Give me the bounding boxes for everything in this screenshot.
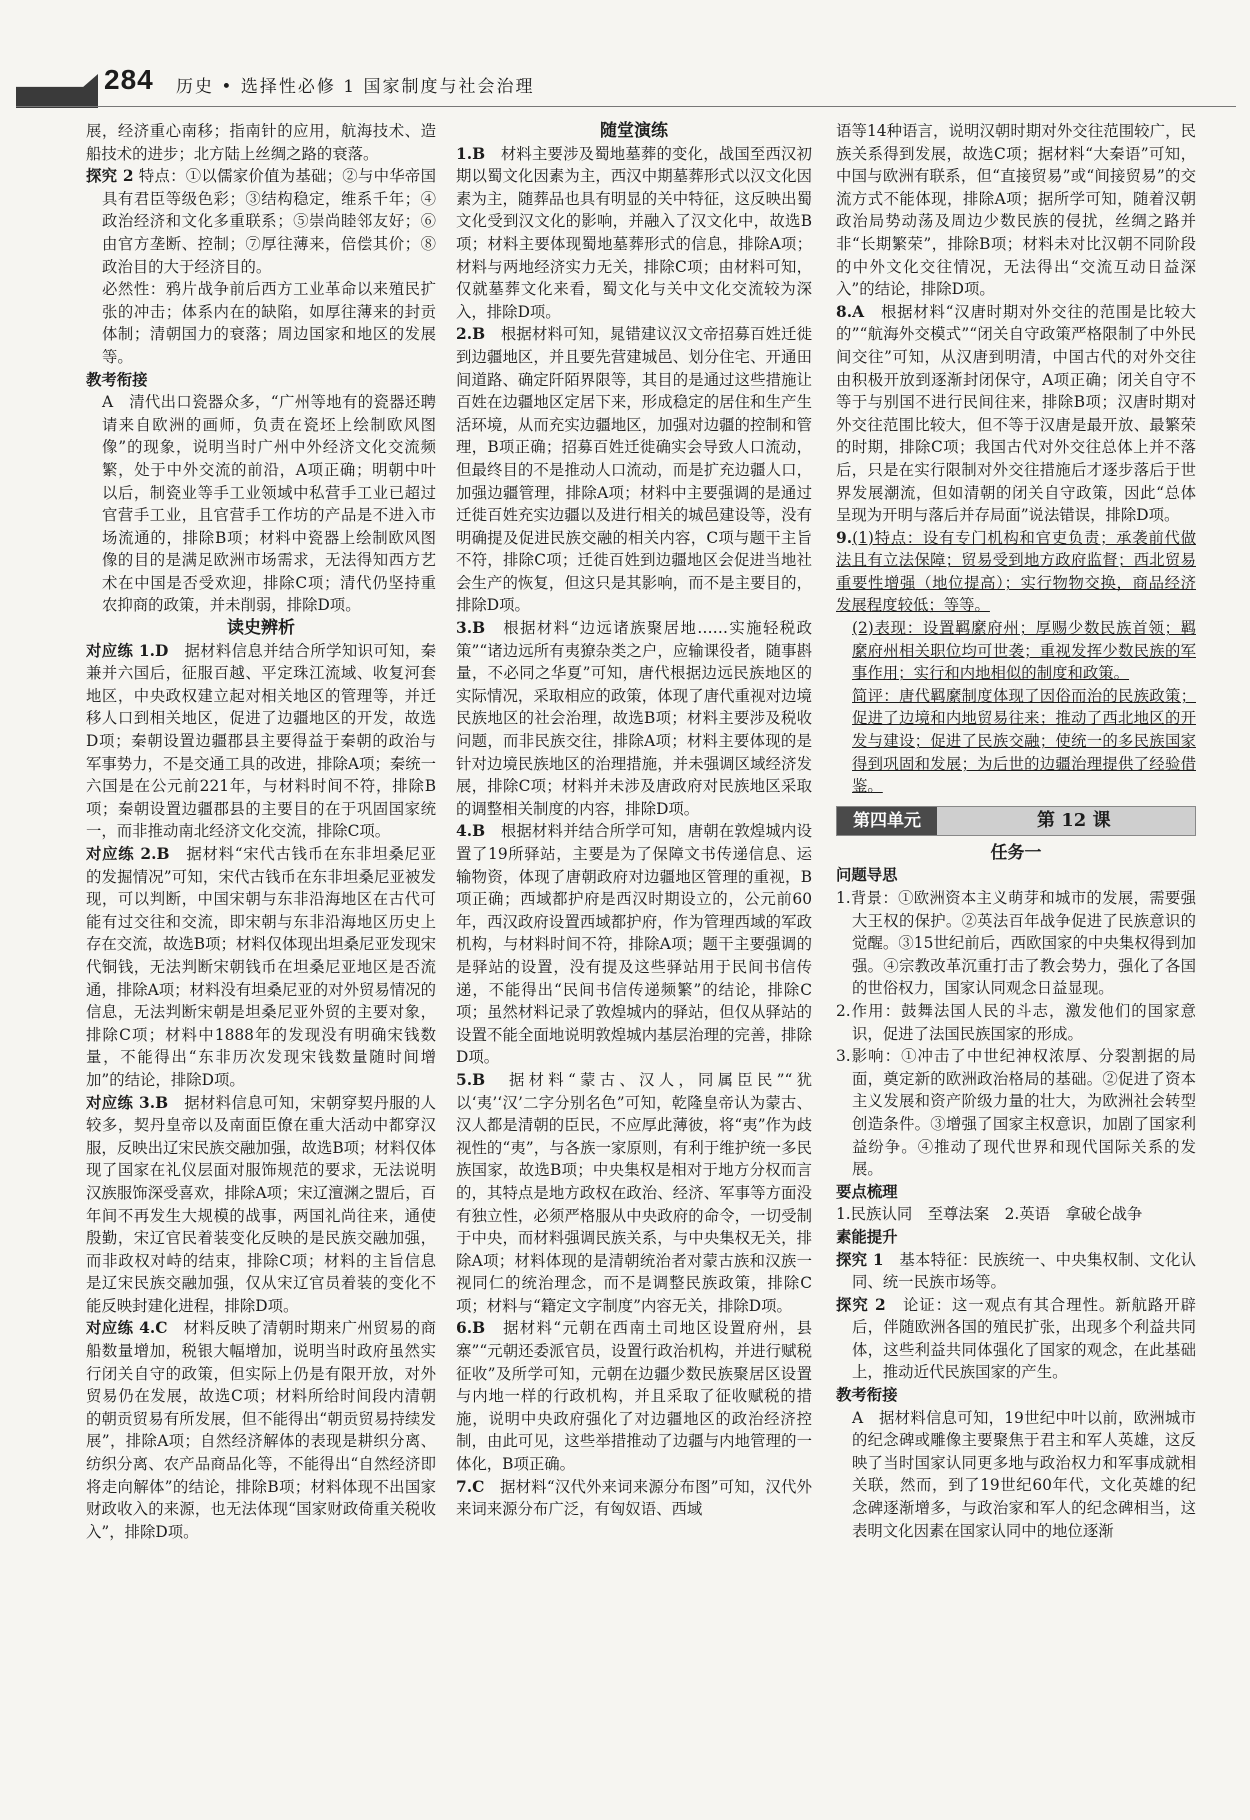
unit-label: 第四单元 xyxy=(837,807,937,835)
paragraph: (2)表现：设置羁縻府州；厚赐少数民族首领；羁縻府州相关职位均可世袭；重视发挥少数民族的军事作用；实行和内地相似的制度和政策。 xyxy=(852,619,1196,683)
answer-item: 1.B 材料主要涉及蜀地墓葬的变化，战国至西汉初期以蜀文化因素为主，西汉中期墓葬形式以汉文化因素为主，随葬品也具有明显的关中特征，这反映出蜀文化受到汉文化的影响，并融入了汉文化中，故选B项；材料主要体现蜀地墓葬形式的信息，排除A项；材料与两地经济实力无关，排除C项；由材料可知，仅就墓葬文化来看，蜀文化与关中文化交流较为深入，排除D项。 xyxy=(456,144,812,321)
unit-banner xyxy=(836,806,1196,836)
section-heading: 要点梳理 xyxy=(836,1182,898,1201)
lesson-label: 第 12 课 xyxy=(1037,809,1111,831)
column-middle xyxy=(456,120,812,1521)
paragraph: A 清代出口瓷器众多，“广州等地有的瓷器还聘请来自欧洲的画师，负责在瓷坯上绘制欧风图像”的现象，说明当时广州中外经济文化交流频繁，处于中外交流的前沿，A项正确；明朝中叶以后，制瓷业等手工业领域中私营手工业已超过官营手工业，且官营手工作坊的产品是不进入市场流通的，排除B项；材料中瓷器上绘制欧风图像的目的是满足欧洲市场需求，无法得知西方艺术在中国是否受欢迎，排除C项；清代仍坚持重农抑商的政策，并未削弱，排除D项。 xyxy=(102,393,436,615)
task-title: 任务一 xyxy=(990,842,1042,863)
paragraph: 简评：唐代羁縻制度体现了因俗而治的民族政策；促进了边境和内地贸易往来；推动了西北地区的开发与建设；促进了民族交融；使统一的多民族国家得到巩固和发展；为后世的边疆治理提供了经验借鉴。 xyxy=(852,686,1196,796)
list-item: 3.影响：①冲击了中世纪神权浓厚、分裂割据的局面，奠定新的欧洲政治格局的基础。②促进了资本主义发展和资产阶级力量的壮大，为欧洲社会转型创造条件。③增强了国家主权意识，加剧了国家利益纷争。④推动了现代世界和现代国际关系的发展。 xyxy=(836,1047,1196,1179)
explore-1: 探究 1 基本特征：民族统一、中央集权制、文化认同、统一民族市场等。 xyxy=(836,1250,1196,1292)
answer-item: 对应练 3.B 据材料信息可知，宋朝穿契丹服的人较多，契丹皇帝以及南面臣僚在重大活动中都穿汉服，反映出辽宋民族交融加强，故选B项；材料仅体现了国家在礼仪层面对服饰规范的要求，无法说明汉族服饰深受喜欢，排除A项；宋辽澶渊之盟后，百年间不再发生大规模的战事，两国礼尚往来，通使殷勤，宋辽官民着装变化反映的是民族交融加强，而非政权对峙的结束，排除C项；材料的主旨信息是辽宋民族交融加强，仅从宋辽官员着装的变化不能反映封建化进程，排除D项。 xyxy=(86,1093,436,1315)
explore-2: 探究 2 论证：这一观点有其合理性。新航路开辟后，伴随欧洲各国的殖民扩张，出现多个利益共同体，这些利益共同体强化了国家的观念，在此基础上，推动近代民族国家的产生。 xyxy=(836,1295,1196,1382)
answer-item: 8.A 根据材料“汉唐时期对外交往的范围是比较大的”“航海外交模式”“闭关自守政策严格限制了中外民间交往”可知，从汉唐到明清，中国古代的对外交往由积极开放到逐渐封闭保守，A项正确；闭关自守不等于与别国不进行民间往来，排除B项；汉唐时期对外交往范围比较大，但不等于汉唐是最开放、最繁荣的时期，排除C项；我国古代对外交往总体上并不落后，只是在实行限制对外交往措施后才逐步落后于世界发展潮流，但如清朝的闭关自守政策，因此“总体呈现为开明与落后并存局面”说法错误，排除D项。 xyxy=(836,302,1196,525)
section-heading: 教考衔接 xyxy=(836,1386,898,1405)
section-heading: 素能提升 xyxy=(836,1227,898,1246)
answer-item: 6.B 据材料“元朝在西南土司地区设置府州，县寨”“元朝还委派官员，设置行政治机构，并进行赋税征收”及所学可知，元朝在边疆少数民族聚居区设置与内地一样的行政机构，并且采取了征收赋税的措施，说明中央政府强化了对边疆地区的政治经济控制，由此可见，这些举措推动了边疆与内地管理的一体化，B项正确。 xyxy=(456,1319,812,1474)
section-heading: 问题导思 xyxy=(836,866,898,885)
answer-item: 9.(1)特点：设有专门机构和官吏负责；承袭前代做法且有立法保障；贸易受到地方政府监督；西北贸易重要性增强（地位提高）；实行物物交换，商品经济发展程度较低；等等。 xyxy=(836,528,1196,615)
answer-item: 对应练 4.C 材料反映了清朝时期来广州贸易的商船数量增加，税银大幅增加，说明当时政府虽然实行闭关自守的政策，但实际上仍是有限开放，对外贸易仍在发展，故选C项；材料所给时间段内清朝的朝贡贸易有所发展，但不能得出“朝贡贸易持续发展”，排除A项；自然经济解体的表现是耕织分离、纺织分离、农产品商品化等，不能得出“自然经济即将走向解体”的结论，排除B项；材料体现不出国家财政收入的来源，也无法体现“国家财政倚重关税收入”，排除D项。 xyxy=(86,1319,436,1541)
answer-item: 3.B 根据材料“边远诸族聚居地……实施轻税政策”“诸边远所有夷獠杂类之户，应输课役者，随事斟量，不必同之华夏”可知，唐代根据边远民族地区的实际情况，采取相应的政策，体现了唐代重视对边境民族地区的社会治理，故选B项；材料主要涉及税收问题，而非民族交往，排除A项；材料主要体现的是针对边境民族地区的治理措施，并未强调区域经济发展，排除C项；材料并未涉及唐政府对民族地区采取的调整相关制度的内容，排除D项。 xyxy=(456,619,812,818)
section-heading: 教考衔接 xyxy=(86,370,148,389)
column-left xyxy=(86,120,436,1543)
page-number: 284 xyxy=(104,64,154,95)
paragraph: 必然性：鸦片战争前后西方工业革命以来殖民扩张的冲击；体系内在的缺陷，如厚往薄来的封贡体制；清朝国力的衰落；周边国家和地区的发展等。 xyxy=(102,280,436,366)
list-item: 2.作用：鼓舞法国人民的斗志，激发他们的国家意识，促进了法国民族国家的形成。 xyxy=(836,1001,1196,1043)
paragraph: 1.民族认同 至尊法案 2.英语 拿破仑战争 xyxy=(836,1205,1143,1224)
paragraph: A 据材料信息可知，19世纪中叶以前，欧洲城市的纪念碑或雕像主要聚焦于君主和军人英雄，这反映了当时国家认同更多地与政治权力和军事成就相关联，然而，到了19世纪60年代，文化英雄的纪念碑逐渐增多，与政治家和军人的纪念碑相当，这表明文化因素在国家认同中的地位逐渐 xyxy=(852,1408,1196,1540)
answer-item: 对应练 2.B 据材料“宋代古钱币在东非坦桑尼亚的发掘情况”可知，宋代古钱币在东非坦桑尼亚被发现，可以判断，中国宋朝与东非沿海地区在古代可能有过交往和交流，即宋朝与东非沿海地区历史上存在交流，故选B项；材料仅体现出坦桑尼亚发现宋代铜钱，无法判断宋朝钱币在坦桑尼亚地区是否流通，排除A项；材料没有坦桑尼亚的对外贸易情况的信息，无法判断宋朝是坦桑尼亚外贸的主要对象，排除C项；材料中1888年的发现没有明确宋钱数量，不能得出“东非历次发现宋钱数量随时间增加”的结论，排除D项。 xyxy=(86,845,436,1089)
explore-2: 探究 2 特点：①以儒家价值为基础；②与中华帝国具有君臣等级色彩；③结构稳定，维系千年；④政治经济和文化多重联系；⑤崇尚睦邻友好；⑥由官方垄断、控制；⑦厚往薄来，倍偿其价；⑧政治目的大于经济目的。 xyxy=(86,167,436,276)
book-subject-title: 历史 • 选择性必修 1 国家制度与社会治理 xyxy=(176,77,535,97)
answer-item: 5.B 据材料“蒙古、汉人，同属臣民”“犹以‘夷’‘汉’二字分别名色”可知，乾隆皇帝认为蒙古、汉人都是清朝的臣民，不应厚此薄彼，将“夷”作为歧视性的“夷”，与各族一家原则，有利于维护统一多民族国家，故选B项；中央集权是相对于地方分权而言的，其特点是地方政权在政治、经济、军事等方面没有独立性，必须严格服从中央政府的命令，一切受制于中央，而材料强调民族关系，与中央集权无关，排除A项；材料体现的是清朝统治者对蒙古族和汉族一视同仁的统治理念，而不是调整民族政策，排除C项；材料与“籍定文字制度”内容无关，排除D项。 xyxy=(456,1070,812,1315)
answer-item: 对应练 1.D 据材料信息并结合所学知识可知，秦兼并六国后，征服百越、平定珠江流域、收复河套地区，中央政权建立起对相关地区的管理等，并迁移人口到相关地区，促进了边疆地区的开发，故选D项；秦朝设置边疆郡县主要得益于秦朝的政治与军事势力，不是交通工具的改进，排除A项；秦统一六国是在公元前221年，与材料时间不符，排除B项；秦朝设置边疆郡县的主要目的在于巩固国家统一，而非推动南北经济文化交流，排除C项。 xyxy=(86,641,436,841)
page-header xyxy=(16,62,1236,108)
list-item: 1.背景：①欧洲资本主义萌芽和城市的发展，需要强大王权的保护。②英法百年战争促进了民族意识的觉醒。③15世纪前后，西欧国家的中央集权得到加强。④宗教改革沉重打击了教会势力，强化了各国的世俗权力，国家认同观念日益显现。 xyxy=(836,889,1196,998)
column-right xyxy=(836,120,1196,1542)
answer-item: 4.B 根据材料并结合所学可知，唐朝在敦煌城内设置了19所驿站，主要是为了保障文书传递信息、运输物资，体现了唐朝政府对边疆地区管理的重视，B项正确；西域都护府是西汉时期设立的，公元前60年，西汉政府设置西域都护府，作为管理西域的军政机构，与材料时间不符，排除A项；题干主要强调的是驿站的设置，没有提及这些驿站用于民间书信传递，不能得出“民间书信传递频繁”的结论，排除C项；虽然材料记录了敦煌城内的驿站，但仅从驿站的设置不能全面地说明敦煌城内基层治理的完善，排除D项。 xyxy=(456,822,812,1067)
header-tab-decoration xyxy=(16,74,98,108)
section-title: 读史辨析 xyxy=(227,618,295,639)
answer-item: 2.B 根据材料可知，晁错建议汉文帝招募百姓迁徙到边疆地区，并且要先营建城邑、划分住宅、开通田间道路、确定阡陌界限等，其目的是通过这些措施让百姓在边疆地区定居下来，形成稳定的居住和生产生活环境，从而充实边疆地区，加强对边疆的控制和管理，B项正确；招募百姓迁徙确实会导致人口流动，但最终目的不是推动人口流动，而是扩充边疆人口，加强边疆管理，排除A项；材料中主要强调的是通过迁徙百姓充实边疆以及进行相关的城邑建设等，没有明确提及促进民族交融的相关内容，C项与题干主旨不符，排除C项；迁徙百姓到边疆地区会促进当地社会生产的恢复，但这只是其影响，而不是主要目的，排除D项。 xyxy=(456,325,812,615)
header-divider xyxy=(16,106,1236,107)
answer-item: 7.C 据材料“汉代外来词来源分布图”可知，汉代外来词来源分布广泛，有匈奴语、西域 xyxy=(456,1477,812,1519)
paragraph: 展，经济重心南移；指南针的应用，航海技术、造船技术的进步；北方陆上丝绸之路的衰落。 xyxy=(86,122,436,163)
section-title: 随堂演练 xyxy=(600,121,668,141)
paragraph: 语等14种语言，说明汉朝时期对外交往范围较广，民族关系得到发展，故选C项；据材料“大秦语”可知，中国与欧洲有联系，但“直接贸易”或“间接贸易”的交流方式不能体现，排除A项；据所学可知，随着汉朝政治局势动荡及周边少数民族的侵扰，丝绸之路并非“长期繁荣”，排除B项；材料未对比汉朝不同阶段的中外文化交往情况，无法得出“交流互动日益深入”的结论，排除D项。 xyxy=(836,122,1196,299)
